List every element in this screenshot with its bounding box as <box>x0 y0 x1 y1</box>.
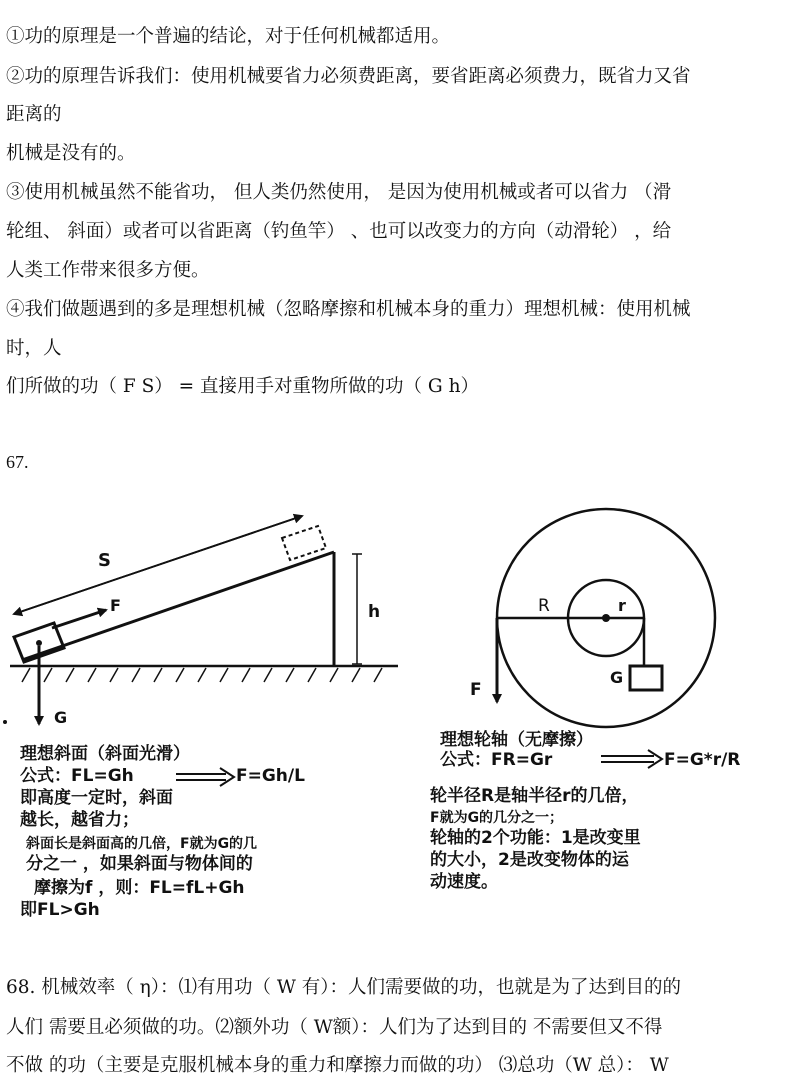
principle-line-1: ①功的原理是一个普遍的结论，对于任何机械都适用。 <box>6 26 451 47</box>
s-arrow-up <box>14 516 302 614</box>
ground-hatching <box>22 668 382 682</box>
incline-note-title: 理想斜面（斜面光滑） <box>20 744 190 764</box>
incline-note-formula-a: 公式：FL=Gh <box>20 766 134 786</box>
incline-note-line-7: 摩擦为f ，则：FL=fL+Gh <box>34 878 245 898</box>
section-number-67: 67. <box>6 452 29 472</box>
efficiency-line-1: 68. 机械效率（ η）：⑴有用功（ W 有）：人们需要做的功，也就是为了达到目的的 <box>6 977 682 998</box>
principle-line-7: 人类工作带来很多方便。 <box>6 260 210 281</box>
efficiency-line-3: 不做 的功（主要是克服机械本身的重力和摩擦力而做的功） ⑶总功（W 总）： W <box>6 1055 669 1076</box>
label-g-wheel: G <box>610 668 624 687</box>
principle-line-2: ②功的原理告诉我们：使用机械要省力必须费距离，要省距离必须费力，既省力又省 <box>6 66 691 87</box>
dashed-block <box>282 526 326 560</box>
principle-line-10: 们所做的功（ F S） = 直接用手对重物所做的功（ G h） <box>6 376 479 397</box>
incline-note-line-5: 斜面长是斜面高的几倍，F就为G的几 <box>26 836 258 852</box>
efficiency-line-2: 人们 需要且必须做的功。⑵额外功（ W额）：人们为了达到目的 不需要但又不得 <box>6 1017 663 1038</box>
label-f-incline: F <box>110 596 121 615</box>
incline-diagram <box>10 516 398 724</box>
label-r-big: R <box>538 596 550 616</box>
wheel-note-title: 理想轮轴（无摩擦） <box>440 730 593 750</box>
principle-line-6: 轮组、 斜面）或者可以省距离（钓鱼竿） 、也可以改变力的方向（动滑轮） ，给 <box>6 221 672 242</box>
weight-g-box <box>630 666 662 690</box>
mechanics-figure <box>0 500 790 930</box>
wheel-note-line-5: 轮轴的2个功能：1是改变里 <box>430 828 641 848</box>
principle-line-3: 距离的 <box>6 104 62 125</box>
wheel-note-line-3: 轮半径R是轴半径r的几倍， <box>430 786 639 806</box>
wheel-note-formula-a: 公式：FR=Gr <box>440 750 553 770</box>
principle-line-8: ④我们做题遇到的多是理想机械（忽略摩擦和机械本身的重力）理想机械：使用机械 <box>6 299 691 320</box>
incline-note-line-6: 分之一 ，如果斜面与物体间的 <box>26 854 253 874</box>
wheel-note-line-4: F就为G的几分之一； <box>430 810 564 826</box>
incline-note-line-4: 越长，越省力； <box>20 810 139 830</box>
incline-note-line-3: 即高度一定时，斜面 <box>20 788 173 808</box>
label-s: S <box>98 550 111 571</box>
label-g-incline: G <box>54 708 68 727</box>
incline-note-formula-b: F=Gh/L <box>236 766 305 786</box>
wheel-note-formula-b: F=G*r/R <box>664 750 741 770</box>
principle-line-9: 时，人 <box>6 338 62 359</box>
force-f-arrow <box>52 610 106 628</box>
label-r-small: r <box>618 596 626 615</box>
principle-line-5: ③使用机械虽然不能省功， 但人类仍然使用， 是因为使用机械或者可以省力 （滑 <box>6 182 672 203</box>
principle-line-4: 机械是没有的。 <box>6 143 136 164</box>
wheel-note-line-6: 的大小，2是改变物体的运 <box>430 850 629 870</box>
implies-arrow-left <box>176 768 234 786</box>
wheel-note-line-7: 动速度。 <box>430 872 498 892</box>
label-f-wheel: F <box>470 680 482 700</box>
implies-arrow-right <box>601 750 662 768</box>
incline-note-line-8: 即FL>Gh <box>20 900 100 920</box>
label-h: h <box>368 602 381 622</box>
